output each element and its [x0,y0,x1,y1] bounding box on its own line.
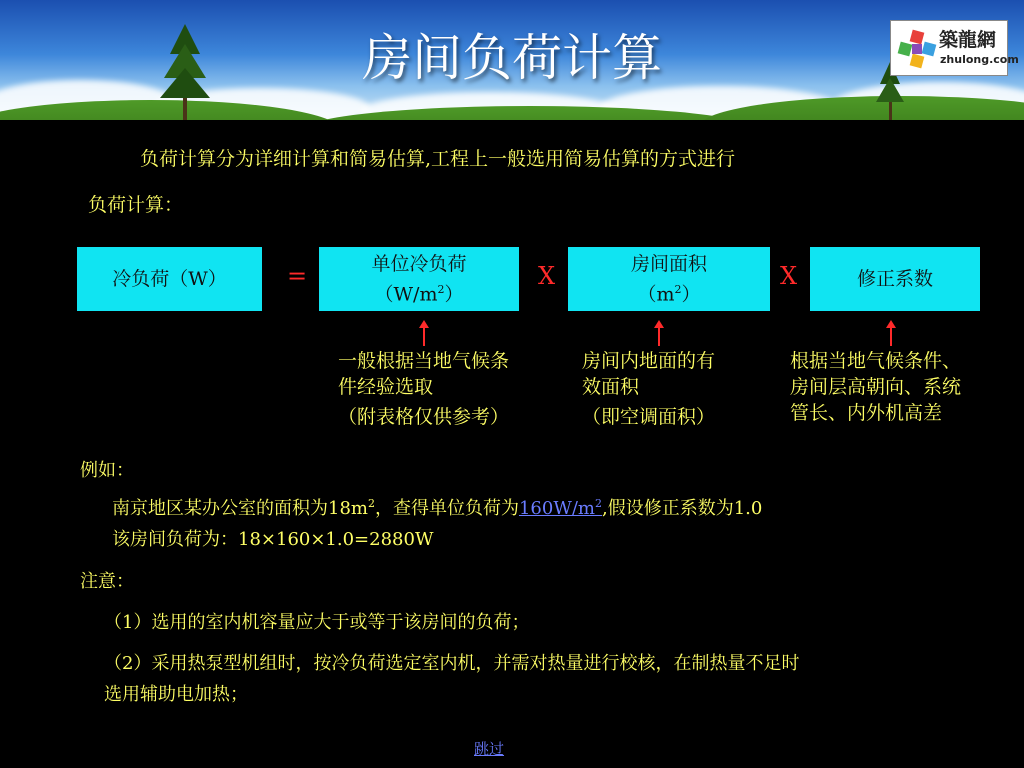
cooling-load-label: 冷负荷（W） [112,268,227,290]
room-area-unit: $(m^2)$ [637,282,701,306]
multiply-sign: X [538,262,556,290]
up-arrow-icon [418,320,430,346]
header-banner [0,0,1024,120]
caution-heading: 注意： [80,571,134,592]
equals-sign: = [287,262,308,290]
correction-factor-label: 修正系数 [856,268,933,290]
caution-item-1: （1）选用的室内机容量应大于或等于该房间的负荷； [104,612,530,633]
unit-load-note: 一般根据当地气候条 件经验选取 （附表格仅供参考） [338,350,510,428]
intro-line-1: 负荷计算分为详细计算和简易估算,工程上一般选用简易估算的方式进行 [140,148,736,170]
page-title: 房间负荷计算 [362,29,662,87]
skip-link[interactable]: 跳过 [474,740,505,758]
site-logo[interactable] [890,20,1019,76]
correction-factor-note: 根据当地气候条件、 房间层高朝向、系统 管长、内外机高差 [790,350,962,424]
unit-load-link[interactable]: $160W/m^2$ [518,497,602,519]
pinwheel-logo-icon [897,29,937,69]
logo-subtext: zhulong.com [940,53,1019,66]
unit-load-unit: $(W/m^2)$ [374,282,464,306]
room-area-box [568,247,770,311]
unit-load-label: 单位冷负荷 [371,252,467,275]
caution-item-2-line-1: （2）采用热泵型机组时，按冷负荷选定室内机，并需对热量进行校核，在制热量不足时 [104,653,800,674]
example-line-2: 该房间负荷为：18×160×1.0=2880W [112,529,434,550]
cooling-load-box [77,247,262,311]
multiply-sign: X [780,262,798,290]
correction-factor-box [810,247,980,311]
up-arrow-icon [653,320,665,346]
logo-text: 築龍網 [939,29,997,51]
intro-line-2: 负荷计算： [88,194,184,216]
example-line-1: 南京地区某办公室的面积为$18m^2$，查得单位负荷为$160W/m^2$,假设修正系数为1.0 [112,497,763,519]
room-area-note: 房间内地面的有 效面积 （即空调面积） [582,350,716,428]
caution-item-2-line-2: 选用辅助电加热； [104,684,248,705]
up-arrow-icon [885,320,897,346]
example-heading: 例如： [80,460,134,481]
room-area-label: 房间面积 [630,252,707,275]
unit-load-box [319,247,519,311]
